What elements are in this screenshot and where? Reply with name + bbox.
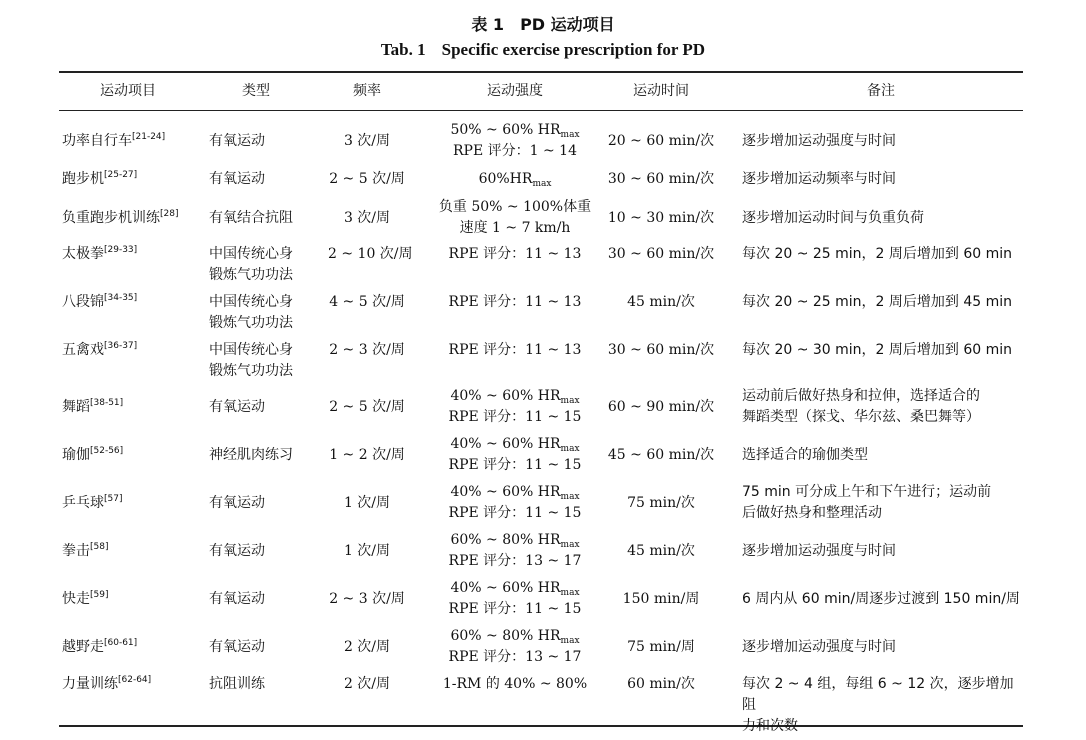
- intensity-line: [425, 647, 605, 668]
- type-line: 锻炼气功功法: [209, 315, 293, 331]
- intensity-text: 50% ~ 60% HR: [450, 122, 561, 138]
- intensity-line: [425, 197, 605, 218]
- row-frequency: 2 次/周: [343, 676, 391, 692]
- row-exercise-name: [62, 674, 151, 695]
- row-exercise-type: [209, 674, 329, 695]
- table-caption: [0, 14, 1086, 61]
- note-line: 选择适合的瑜伽类型: [742, 447, 868, 463]
- exercise-name-text: 跑步机: [62, 171, 104, 187]
- intensity-line: [425, 455, 605, 476]
- col-header-duration: 运动时间: [633, 83, 689, 99]
- row-duration: 60 ~ 90 min/次: [607, 399, 715, 415]
- row-frequency: 1 次/周: [343, 543, 391, 559]
- row-duration: 150 min/周: [622, 591, 700, 607]
- note-line: 每次 20 ~ 25 min，2 周后增加到 60 min: [742, 246, 1013, 262]
- row-frequency: 4 ~ 5 次/周: [329, 294, 405, 310]
- row-intensity: [425, 530, 605, 572]
- citation-ref: [60-61]: [104, 638, 138, 648]
- intensity-text: RPE 评分：11 ~ 15: [448, 409, 582, 425]
- caption-en: [0, 39, 1086, 61]
- row-intensity: [425, 434, 605, 476]
- row-intensity: [425, 169, 605, 190]
- type-line: 神经肌肉练习: [209, 447, 293, 463]
- row-intensity: [425, 197, 605, 239]
- intensity-line: [425, 482, 605, 503]
- note-line: 逐步增加运动强度与时间: [742, 639, 896, 655]
- row-duration: 30 ~ 60 min/次: [607, 246, 715, 262]
- row-exercise-name: [62, 541, 108, 562]
- row-notes: [742, 674, 1020, 737]
- intensity-text: RPE 评分：11 ~ 13: [448, 246, 582, 262]
- intensity-line: [425, 340, 605, 361]
- row-notes: [742, 340, 1020, 361]
- citation-ref: [21-24]: [132, 132, 166, 142]
- intensity-subscript: max: [560, 444, 580, 454]
- type-line: 中国传统心身: [209, 342, 293, 358]
- intensity-line: [425, 244, 605, 265]
- note-line: 每次 2 ~ 4 组，每组 6 ~ 12 次，逐步增加阻: [742, 676, 1014, 713]
- intensity-line: [425, 169, 605, 190]
- note-line: 75 min 可分成上午和下午进行；运动前: [742, 484, 992, 500]
- note-line: 逐步增加运动强度与时间: [742, 133, 896, 149]
- intensity-subscript: max: [560, 492, 580, 502]
- row-notes: [742, 208, 1020, 229]
- row-exercise-type: [209, 541, 329, 562]
- intensity-text: 40% ~ 60% HR: [450, 388, 561, 404]
- intensity-text: 负重 50% ~ 100%体重: [438, 199, 592, 215]
- intensity-text: RPE 评分：11 ~ 13: [448, 342, 582, 358]
- intensity-text: 60% ~ 80% HR: [450, 532, 561, 548]
- citation-ref: [28]: [160, 209, 179, 219]
- row-duration: 75 min/次: [627, 495, 695, 511]
- row-notes: [742, 482, 1020, 524]
- type-line: 中国传统心身: [209, 246, 293, 262]
- row-exercise-name: [62, 589, 108, 610]
- intensity-text: 速度 1 ~ 7 km/h: [459, 220, 571, 236]
- row-intensity: [425, 674, 605, 695]
- caption-cn: [0, 14, 1086, 36]
- row-duration: 45 min/次: [627, 543, 695, 559]
- intensity-text: RPE 评分：11 ~ 15: [448, 601, 582, 617]
- row-frequency: 1 次/周: [343, 495, 391, 511]
- row-intensity: [425, 292, 605, 313]
- row-exercise-type: [209, 292, 329, 334]
- row-exercise-name: [62, 208, 178, 229]
- row-duration: 60 min/次: [627, 676, 695, 692]
- row-exercise-type: [209, 397, 329, 418]
- type-line: 有氧运动: [209, 543, 265, 559]
- row-exercise-name: [62, 340, 137, 361]
- col-header-type: 类型: [242, 83, 270, 99]
- type-line: 中国传统心身: [209, 294, 293, 310]
- row-notes: [742, 244, 1020, 265]
- row-duration: 20 ~ 60 min/次: [607, 133, 715, 149]
- exercise-name-text: 八段锦: [62, 294, 104, 310]
- note-line: 6 周内从 60 min/周逐步过渡到 150 min/周: [742, 591, 1020, 607]
- row-duration: 75 min/周: [627, 639, 695, 655]
- intensity-subscript: max: [560, 396, 580, 406]
- row-frequency: 2 ~ 5 次/周: [329, 171, 405, 187]
- note-line: 后做好热身和整理活动: [742, 505, 882, 521]
- type-line: 锻炼气功功法: [209, 267, 293, 283]
- type-line: 有氧运动: [209, 591, 265, 607]
- intensity-text: 60%HR: [478, 171, 533, 187]
- col-header-item: 运动项目: [100, 83, 156, 99]
- row-exercise-type: [209, 169, 329, 190]
- intensity-line: [425, 626, 605, 647]
- row-exercise-name: [62, 131, 165, 152]
- row-exercise-type: [209, 589, 329, 610]
- type-line: 有氧运动: [209, 133, 265, 149]
- caption-num-cn: 表 1: [471, 15, 505, 34]
- row-duration: 10 ~ 30 min/次: [607, 210, 715, 226]
- row-exercise-name: [62, 397, 123, 418]
- citation-ref: [34-35]: [104, 293, 138, 303]
- exercise-name-text: 快走: [62, 591, 90, 607]
- note-line: 逐步增加运动时间与负重负荷: [742, 210, 924, 226]
- type-line: 有氧运动: [209, 639, 265, 655]
- type-line: 有氧运动: [209, 171, 265, 187]
- row-exercise-name: [62, 244, 137, 265]
- row-frequency: 2 次/周: [343, 639, 391, 655]
- type-line: 锻炼气功功法: [209, 363, 293, 379]
- exercise-name-text: 拳击: [62, 543, 90, 559]
- type-line: 有氧运动: [209, 495, 265, 511]
- exercise-name-text: 五禽戏: [62, 342, 104, 358]
- exercise-name-text: 瑜伽: [62, 447, 90, 463]
- row-duration: 30 ~ 60 min/次: [607, 342, 715, 358]
- intensity-text: RPE 评分：11 ~ 15: [448, 457, 582, 473]
- row-frequency: 3 次/周: [343, 210, 391, 226]
- row-notes: [742, 637, 1020, 658]
- intensity-text: RPE 评分：11 ~ 15: [448, 505, 582, 521]
- row-notes: [742, 541, 1020, 562]
- citation-ref: [52-56]: [90, 446, 124, 456]
- col-header-notes: 备注: [867, 83, 895, 99]
- intensity-text: 40% ~ 60% HR: [450, 484, 561, 500]
- intensity-text: RPE 评分：1 ~ 14: [453, 143, 577, 159]
- exercise-name-text: 舞蹈: [62, 399, 90, 415]
- citation-ref: [29-33]: [104, 245, 138, 255]
- row-intensity: [425, 120, 605, 162]
- note-line: 每次 20 ~ 30 min，2 周后增加到 60 min: [742, 342, 1013, 358]
- row-exercise-name: [62, 637, 137, 658]
- col-header-intensity: 运动强度: [487, 83, 543, 99]
- row-frequency: 1 ~ 2 次/周: [329, 447, 405, 463]
- row-exercise-type: [209, 493, 329, 514]
- intensity-line: [425, 386, 605, 407]
- intensity-line: [425, 599, 605, 620]
- row-exercise-name: [62, 493, 122, 514]
- intensity-line: [425, 141, 605, 162]
- row-notes: [742, 131, 1020, 152]
- row-duration: 30 ~ 60 min/次: [607, 171, 715, 187]
- exercise-name-text: 力量训练: [62, 676, 118, 692]
- intensity-line: [425, 503, 605, 524]
- caption-title-cn: PD 运动项目: [520, 15, 615, 34]
- citation-ref: [36-37]: [104, 341, 138, 351]
- exercise-name-text: 越野走: [62, 639, 104, 655]
- intensity-line: [425, 578, 605, 599]
- table-top-rule: [59, 71, 1023, 73]
- intensity-line: [425, 292, 605, 313]
- col-header-frequency: 频率: [353, 83, 381, 99]
- row-frequency: 3 次/周: [343, 133, 391, 149]
- row-frequency: 2 ~ 3 次/周: [329, 591, 405, 607]
- citation-ref: [38-51]: [90, 398, 124, 408]
- row-exercise-name: [62, 292, 137, 313]
- intensity-text: 40% ~ 60% HR: [450, 436, 561, 452]
- row-exercise-type: [209, 244, 329, 286]
- intensity-subscript: max: [560, 588, 580, 598]
- type-line: 有氧结合抗阻: [209, 210, 293, 226]
- intensity-line: [425, 120, 605, 141]
- citation-ref: [62-64]: [118, 675, 152, 685]
- intensity-text: RPE 评分：13 ~ 17: [448, 649, 582, 665]
- citation-ref: [25-27]: [104, 170, 138, 180]
- citation-ref: [58]: [90, 542, 109, 552]
- row-duration: 45 min/次: [627, 294, 695, 310]
- intensity-subscript: max: [532, 179, 552, 189]
- table-header-rule: [59, 110, 1023, 111]
- intensity-subscript: max: [560, 130, 580, 140]
- exercise-name-text: 乒乓球: [62, 495, 104, 511]
- type-line: 有氧运动: [209, 399, 265, 415]
- exercise-name-text: 功率自行车: [62, 133, 132, 149]
- row-notes: [742, 169, 1020, 190]
- row-exercise-name: [62, 445, 123, 466]
- intensity-text: RPE 评分：13 ~ 17: [448, 553, 582, 569]
- intensity-line: [425, 530, 605, 551]
- row-intensity: [425, 626, 605, 668]
- citation-ref: [59]: [90, 590, 109, 600]
- intensity-text: 1-RM 的 40% ~ 80%: [442, 676, 588, 692]
- row-intensity: [425, 482, 605, 524]
- row-intensity: [425, 578, 605, 620]
- intensity-line: [425, 218, 605, 239]
- note-line: 逐步增加运动强度与时间: [742, 543, 896, 559]
- row-exercise-type: [209, 445, 329, 466]
- intensity-line: [425, 551, 605, 572]
- intensity-line: [425, 674, 605, 695]
- caption-num-en: Tab. 1: [380, 40, 426, 59]
- row-notes: [742, 445, 1020, 466]
- row-intensity: [425, 340, 605, 361]
- type-line: 抗阻训练: [209, 676, 265, 692]
- intensity-subscript: max: [560, 636, 580, 646]
- note-line: 运动前后做好热身和拉伸，选择适合的: [742, 388, 980, 404]
- exercise-name-text: 负重跑步机训练: [62, 210, 160, 226]
- row-frequency: 2 ~ 5 次/周: [329, 399, 405, 415]
- row-notes: [742, 386, 1020, 428]
- row-frequency: 2 ~ 10 次/周: [328, 246, 413, 262]
- note-line: 每次 20 ~ 25 min，2 周后增加到 45 min: [742, 294, 1013, 310]
- caption-title-en: Specific exercise prescription for PD: [441, 40, 706, 59]
- row-intensity: [425, 244, 605, 265]
- note-line: 力和次数: [742, 718, 798, 734]
- intensity-text: 60% ~ 80% HR: [450, 628, 561, 644]
- row-exercise-type: [209, 131, 329, 152]
- citation-ref: [57]: [104, 494, 123, 504]
- row-notes: [742, 292, 1020, 313]
- note-line: 逐步增加运动频率与时间: [742, 171, 896, 187]
- intensity-line: [425, 434, 605, 455]
- intensity-subscript: max: [560, 540, 580, 550]
- row-exercise-type: [209, 208, 329, 229]
- exercise-name-text: 太极拳: [62, 246, 104, 262]
- intensity-text: 40% ~ 60% HR: [450, 580, 561, 596]
- intensity-line: [425, 407, 605, 428]
- row-duration: 45 ~ 60 min/次: [607, 447, 715, 463]
- row-intensity: [425, 386, 605, 428]
- note-line: 舞蹈类型（探戈、华尔兹、桑巴舞等）: [742, 409, 980, 425]
- intensity-text: RPE 评分：11 ~ 13: [448, 294, 582, 310]
- row-exercise-type: [209, 340, 329, 382]
- row-frequency: 2 ~ 3 次/周: [329, 342, 405, 358]
- row-notes: [742, 589, 1020, 610]
- row-exercise-name: [62, 169, 137, 190]
- row-exercise-type: [209, 637, 329, 658]
